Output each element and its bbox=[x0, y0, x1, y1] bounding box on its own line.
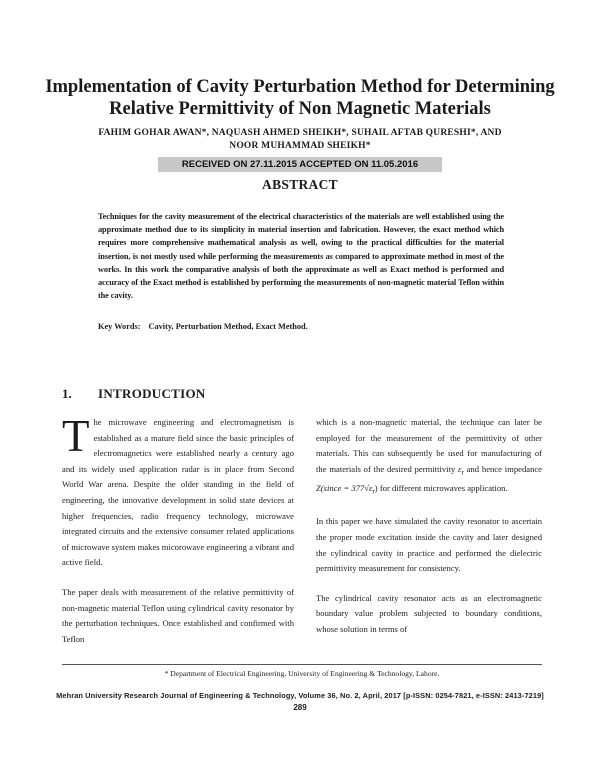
paper-title bbox=[40, 76, 560, 120]
journal-footer: Mehran University Research Journal of Engineering & Technology, Volume 36, No. 2, April, 2017 [p-ISSN: 0254-7821, e-ISSN: 2413-7219] bbox=[56, 691, 544, 700]
intro-paragraph-1 bbox=[62, 411, 294, 571]
section-title: INTRODUCTION bbox=[98, 386, 206, 401]
page-number: 289 bbox=[293, 703, 307, 712]
intro-paragraph-1-text: he microwave engineering and electromagnetism is established as a mature field since the basic principles of electromagnetics were established nearly a century ago and its widely used application radar is in place from Second World War arena. Despite the older standing in the field of engineering, the innovative development in solid state devices at higher frequencies, radio frequency technology, microwave integrated circuits and the extensive consumer related applications of microwave system makes micorowave engineering a vibrant and active field. bbox=[62, 417, 294, 568]
equation-epsilon: ε bbox=[369, 483, 373, 494]
impedance-equation bbox=[316, 483, 378, 496]
equation-close: ) bbox=[374, 483, 378, 494]
left-column bbox=[62, 411, 294, 661]
intro-paragraph-2: The paper deals with measurement of the relative permittivity of non-magnetic material Teflon using cylindrical cavity resonator by the perturbation techniques. Once established and confirmed with Teflon bbox=[62, 586, 294, 644]
authors-line-2: NOOR MUHAMMAD SHEIKH* bbox=[229, 141, 371, 151]
footnote-divider bbox=[62, 664, 542, 665]
authors-line-1: FAHIM GOHAR AWAN*, NAQUASH AHMED SHEIKH*, SUHAIL AFTAB QURESHI*, AND bbox=[98, 128, 502, 138]
author-list bbox=[60, 127, 540, 153]
abstract-heading: ABSTRACT bbox=[262, 177, 338, 192]
section-number: 1. bbox=[62, 386, 72, 401]
epsilon-subscript: r bbox=[461, 468, 464, 477]
right-p1-after: for different microwaves application. bbox=[377, 483, 508, 494]
keywords-text: Cavity, Perturbation Method, Exact Method. bbox=[148, 322, 308, 331]
right-paragraph-3: The cylindrical cavity resonator acts as an electromagnetic boundary value problem subjected to boundary conditions, whose solution in terms of bbox=[316, 592, 542, 634]
keywords-label: Key Words: bbox=[98, 322, 141, 331]
equation-epsilon-sub: r bbox=[372, 487, 375, 496]
right-column bbox=[316, 415, 542, 652]
keywords bbox=[98, 321, 504, 333]
right-p1-mid: and hence impedance bbox=[463, 463, 542, 474]
drop-cap: T bbox=[62, 411, 90, 461]
title-line-2: Relative Permittivity of Non Magnetic Materials bbox=[109, 99, 491, 119]
sqrt-symbol: √ bbox=[364, 483, 370, 494]
title-line-1: Implementation of Cavity Perturbation Method for Determining bbox=[45, 77, 555, 97]
right-paragraph-2: In this paper we have simulated the cavity resonator to ascertain the proper mode excitation inside the cavity and later designed the cylindrical cavity in practice and performed the dielectric permittivity measurement for consistency. bbox=[316, 516, 542, 574]
footnote: * Department of Electrical Engineering, University of Engineering & Technology, Lahore. bbox=[164, 669, 440, 678]
equation-text: Z(since = 377 bbox=[316, 483, 365, 494]
right-paragraph-1 bbox=[316, 415, 542, 500]
right-p1-before: which is a non-magnetic material, the technique can later be employed for the measurement of the permittivity of other materials. This can subsequently be used for manufacturing of the materials of the desired permittivity bbox=[316, 417, 542, 474]
epsilon-symbol: ε bbox=[458, 463, 462, 474]
received-banner: RECEIVED ON 27.11.2015 ACCEPTED ON 11.05.2016 bbox=[158, 157, 442, 172]
abstract-text: Techniques for the cavity measurement of the electrical characteristics of the materials are well established using the approximate method due to its simplicity in material insertion and fabrication. However, the exact method which requires more comprehensive mathematical analysis as well, owing to the practical difficulties for the material insertion, is not mostly used while performing the measurements as compared to approximate method in most of the works. In this work the comparative analysis of both the approximate as well as Exact method is performed and accuracy of the Exact method is established by performing the measurements of non-magnetic material Teflon within the cavity. bbox=[98, 212, 504, 301]
